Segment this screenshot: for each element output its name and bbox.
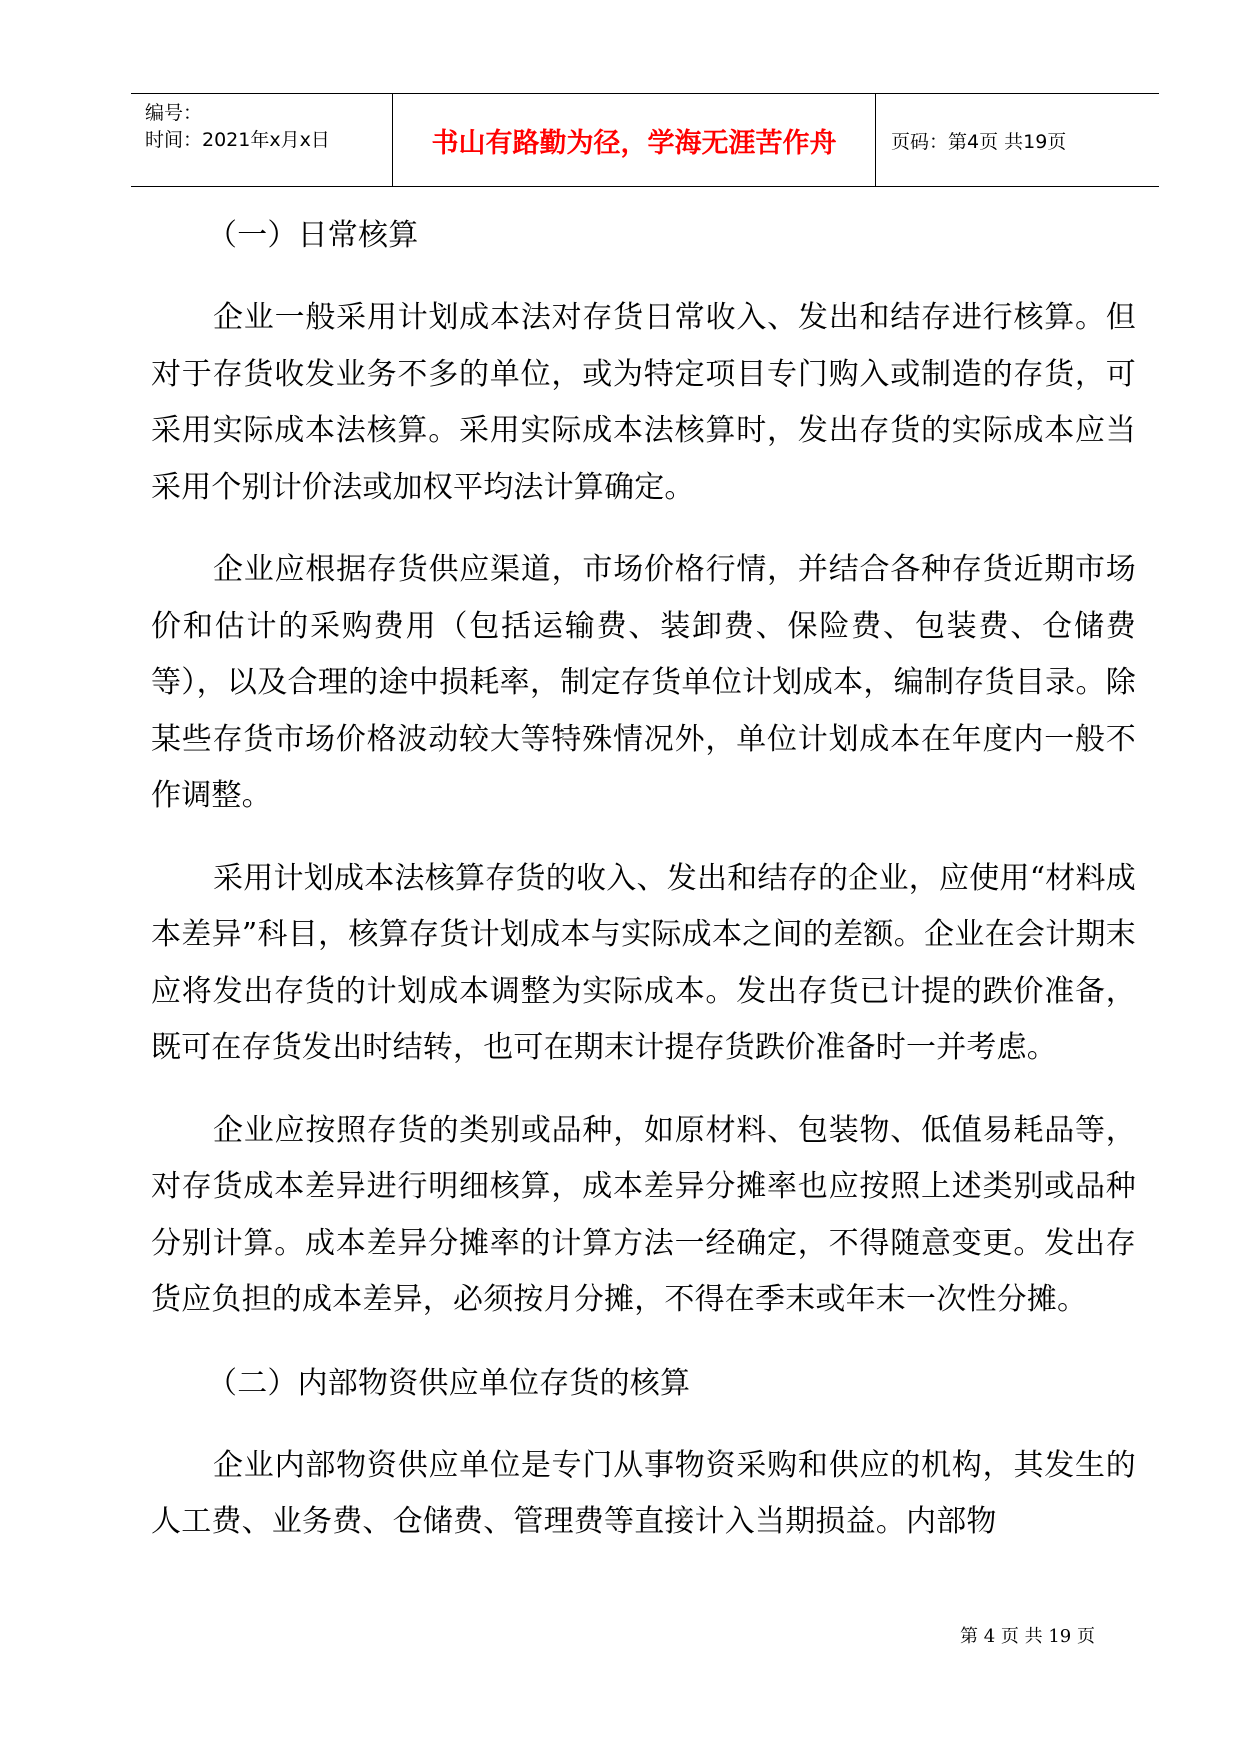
paragraph: 企业应根据存货供应渠道，市场价格行情，并结合各种存货近期市场价和估计的采购费用（包括运输费、装卸费、保险费、包装费、仓储费等），以及合理的途中损耗率，制定存货单位计划成本，编制存货目录。除某些存货市场价格波动较大等特殊情况外，单位计划成本在年度内一般不作调整。 — [151, 552, 1136, 813]
header-meta — [145, 100, 330, 154]
header-divider — [875, 94, 876, 186]
header-page-label: 页码：第4页 共19页 — [891, 130, 1067, 153]
paragraph: 企业应按照存货的类别或品种，如原材料、包装物、低值易耗品等，对存货成本差异进行明细核算，成本差异分摊率也应按照上述类别或品种分别计算。成本差异分摊率的计算方法一经确定，不得随意变更。发出存货应负担的成本差异，必须按月分摊，不得在季末或年末一次性分摊。 — [151, 1112, 1136, 1317]
header-motto: 书山有路勤为径，学海无涯苦作舟 — [431, 127, 837, 159]
paragraph: 采用计划成本法核算存货的收入、发出和结存的企业，应使用“材料成本差异”科目，核算存货计划成本与实际成本之间的差额。企业在会计期末应将发出存货的计划成本调整为实际成本。发出存货已计提的跌价准备，既可在存货发出时结转，也可在期末计提存货跌价准备时一并考虑。 — [151, 860, 1136, 1065]
document-body — [151, 207, 1136, 1577]
section-heading: （二）内部物资供应单位存货的核算 — [207, 1365, 691, 1401]
header-number-label: 编号： — [145, 102, 203, 124]
header-time-label: 时间：2021年x月x日 — [145, 129, 330, 151]
page-footer: 第 4 页 共 19 页 — [960, 1626, 1095, 1647]
paragraph: 企业内部物资供应单位是专门从事物资采购和供应的机构，其发生的人工费、业务费、仓储费、管理费等直接计入当期损益。内部物 — [151, 1447, 1136, 1539]
paragraph: 企业一般采用计划成本法对存货日常收入、发出和结存进行核算。但对于存货收发业务不多的单位，或为特定项目专门购入或制造的存货，可采用实际成本法核算。采用实际成本法核算时，发出存货的实际成本应当采用个别计价法或加权平均法计算确定。 — [151, 300, 1136, 505]
page-header — [131, 93, 1159, 187]
section-heading: （一）日常核算 — [207, 218, 419, 253]
